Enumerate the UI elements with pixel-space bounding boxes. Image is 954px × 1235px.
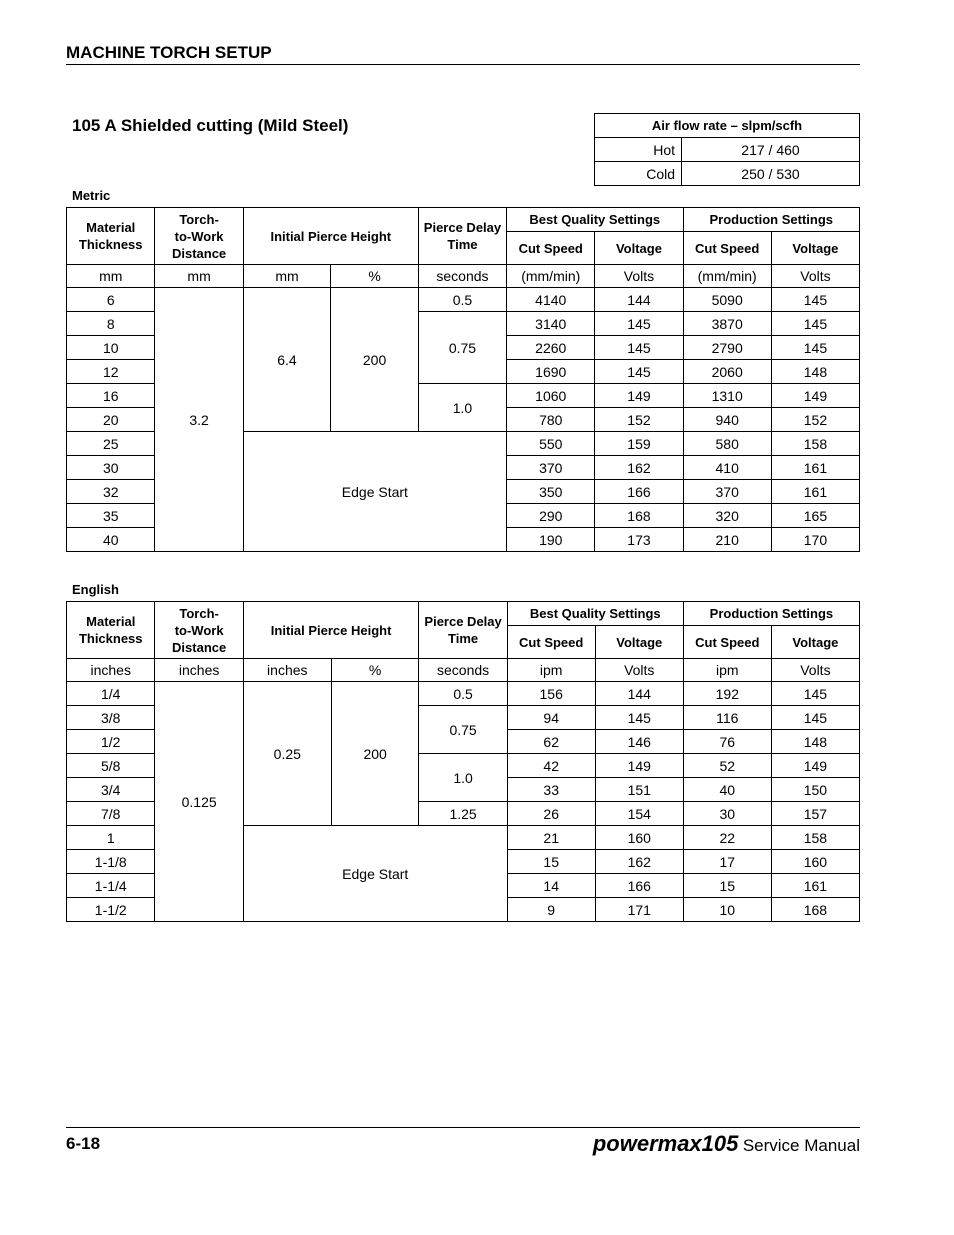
material-thickness-cell: 10 xyxy=(67,336,155,360)
best-quality-voltage-cell: 159 xyxy=(595,432,683,456)
table-row xyxy=(67,288,860,312)
production-voltage-cell: 161 xyxy=(771,874,859,898)
best-quality-header: Best Quality Settings xyxy=(507,208,683,232)
voltage-header: Voltage xyxy=(771,626,859,659)
best-quality-cut-speed-cell: 1690 xyxy=(507,360,595,384)
production-cut-speed-cell: 22 xyxy=(683,826,771,850)
production-cut-speed-cell: 40 xyxy=(683,778,771,802)
production-voltage-cell: 158 xyxy=(771,432,859,456)
cut-speed-header: Cut Speed xyxy=(507,626,595,659)
best-quality-voltage-cell: 162 xyxy=(595,456,683,480)
material-thickness-cell: 40 xyxy=(67,528,155,552)
best-quality-cut-speed-cell: 190 xyxy=(507,528,595,552)
best-quality-voltage-cell: 145 xyxy=(595,312,683,336)
unit-cell: mm xyxy=(67,265,155,288)
unit-cell: inches xyxy=(155,659,243,682)
unit-cell: (mm/min) xyxy=(507,265,595,288)
production-header: Production Settings xyxy=(683,208,860,232)
best-quality-voltage-cell: 171 xyxy=(595,898,683,922)
production-cut-speed-cell: 2790 xyxy=(683,336,771,360)
torch-distance-header-line: Distance xyxy=(171,245,227,261)
best-quality-cut-speed-cell: 33 xyxy=(507,778,595,802)
best-quality-cut-speed-cell: 3140 xyxy=(507,312,595,336)
voltage-header: Voltage xyxy=(595,232,683,265)
pierce-percent-cell: 200 xyxy=(331,682,419,826)
production-voltage-cell: 150 xyxy=(771,778,859,802)
pierce-delay-cell: 0.5 xyxy=(418,288,506,312)
production-cut-speed-cell: 2060 xyxy=(683,360,771,384)
unit-cell: inches xyxy=(243,659,331,682)
unit-cell: mm xyxy=(243,265,331,288)
material-thickness-cell: 8 xyxy=(67,312,155,336)
material-thickness-cell: 35 xyxy=(67,504,155,528)
best-quality-voltage-cell: 160 xyxy=(595,826,683,850)
unit-cell: seconds xyxy=(418,265,506,288)
production-voltage-cell: 149 xyxy=(771,384,859,408)
material-thickness-cell: 12 xyxy=(67,360,155,384)
best-quality-cut-speed-cell: 42 xyxy=(507,754,595,778)
brand-logo: powermax105 xyxy=(592,1131,739,1156)
unit-cell: mm xyxy=(155,265,243,288)
airflow-table xyxy=(594,113,860,186)
material-thickness-cell: 32 xyxy=(67,480,155,504)
production-voltage-cell: 145 xyxy=(771,312,859,336)
production-cut-speed-cell: 30 xyxy=(683,802,771,826)
production-voltage-cell: 149 xyxy=(771,754,859,778)
material-thickness-cell: 25 xyxy=(67,432,155,456)
best-quality-voltage-cell: 154 xyxy=(595,802,683,826)
page-number: 6-18 xyxy=(66,1134,101,1153)
torch-distance-cell: 0.125 xyxy=(155,682,243,922)
best-quality-cut-speed-cell: 26 xyxy=(507,802,595,826)
torch-distance-header-line: Distance xyxy=(172,639,227,655)
pierce-delay-cell: 1.0 xyxy=(419,754,507,802)
footer-brand xyxy=(593,1131,860,1157)
initial-pierce-height-header: Initial Pierce Height xyxy=(243,602,419,659)
pierce-delay-cell: 1.25 xyxy=(419,802,507,826)
production-cut-speed-cell: 320 xyxy=(683,504,771,528)
unit-cell: % xyxy=(331,659,419,682)
best-quality-voltage-cell: 162 xyxy=(595,850,683,874)
airflow-header: Air flow rate – slpm/scfh xyxy=(595,114,860,138)
table-row xyxy=(67,682,860,706)
production-voltage-cell: 160 xyxy=(771,850,859,874)
best-quality-cut-speed-cell: 290 xyxy=(507,504,595,528)
airflow-label: Hot xyxy=(595,138,682,162)
pierce-delay-cell: 0.75 xyxy=(418,312,506,384)
footer-rule xyxy=(66,1127,860,1128)
production-voltage-cell: 161 xyxy=(771,456,859,480)
production-voltage-cell: 170 xyxy=(771,528,859,552)
section-header: MACHINE TORCH SETUP xyxy=(66,43,272,62)
best-quality-voltage-cell: 149 xyxy=(595,384,683,408)
best-quality-voltage-cell: 166 xyxy=(595,480,683,504)
production-voltage-cell: 148 xyxy=(771,730,859,754)
material-thickness-header: Material Thickness xyxy=(67,602,155,659)
english-table xyxy=(66,601,860,922)
production-cut-speed-cell: 76 xyxy=(683,730,771,754)
production-cut-speed-cell: 1310 xyxy=(683,384,771,408)
airflow-value: 217 / 460 xyxy=(682,138,860,162)
best-quality-cut-speed-cell: 15 xyxy=(507,850,595,874)
material-thickness-cell: 3/4 xyxy=(67,778,155,802)
best-quality-cut-speed-cell: 62 xyxy=(507,730,595,754)
pierce-delay-cell: 0.5 xyxy=(419,682,507,706)
material-thickness-cell: 1/4 xyxy=(67,682,155,706)
torch-distance-header-line: Torch- xyxy=(179,211,219,227)
production-voltage-cell: 148 xyxy=(771,360,859,384)
pierce-delay-cell: 0.75 xyxy=(419,706,507,754)
voltage-header: Voltage xyxy=(595,626,683,659)
best-quality-voltage-cell: 149 xyxy=(595,754,683,778)
production-voltage-cell: 165 xyxy=(771,504,859,528)
best-quality-cut-speed-cell: 1060 xyxy=(507,384,595,408)
pierce-percent-cell: 200 xyxy=(331,288,419,432)
pierce-delay-cell: 1.0 xyxy=(418,384,506,432)
material-thickness-cell: 1-1/4 xyxy=(67,874,155,898)
material-thickness-cell: 6 xyxy=(67,288,155,312)
production-cut-speed-cell: 580 xyxy=(683,432,771,456)
english-label: English xyxy=(72,582,119,597)
production-cut-speed-cell: 192 xyxy=(683,682,771,706)
best-quality-cut-speed-cell: 550 xyxy=(507,432,595,456)
production-cut-speed-cell: 17 xyxy=(683,850,771,874)
torch-distance-cell: 3.2 xyxy=(155,288,243,552)
material-thickness-cell: 3/8 xyxy=(67,706,155,730)
production-voltage-cell: 145 xyxy=(771,288,859,312)
header-rule xyxy=(66,64,860,65)
best-quality-voltage-cell: 144 xyxy=(595,288,683,312)
production-voltage-cell: 161 xyxy=(771,480,859,504)
cut-speed-header: Cut Speed xyxy=(683,232,771,265)
unit-cell: ipm xyxy=(507,659,595,682)
unit-cell: Volts xyxy=(595,659,683,682)
best-quality-voltage-cell: 166 xyxy=(595,874,683,898)
best-quality-cut-speed-cell: 780 xyxy=(507,408,595,432)
airflow-label: Cold xyxy=(595,162,682,186)
best-quality-voltage-cell: 173 xyxy=(595,528,683,552)
best-quality-voltage-cell: 146 xyxy=(595,730,683,754)
production-voltage-cell: 158 xyxy=(771,826,859,850)
material-thickness-cell: 1-1/8 xyxy=(67,850,155,874)
unit-cell: (mm/min) xyxy=(683,265,771,288)
unit-cell: seconds xyxy=(419,659,507,682)
material-thickness-cell: 20 xyxy=(67,408,155,432)
production-cut-speed-cell: 52 xyxy=(683,754,771,778)
pierce-height-cell: 6.4 xyxy=(243,288,331,432)
best-quality-voltage-cell: 145 xyxy=(595,336,683,360)
unit-cell: ipm xyxy=(683,659,771,682)
material-thickness-cell: 1 xyxy=(67,826,155,850)
cut-speed-header: Cut Speed xyxy=(683,626,771,659)
production-cut-speed-cell: 370 xyxy=(683,480,771,504)
voltage-header: Voltage xyxy=(771,232,859,265)
material-thickness-cell: 5/8 xyxy=(67,754,155,778)
best-quality-voltage-cell: 168 xyxy=(595,504,683,528)
material-thickness-cell: 1/2 xyxy=(67,730,155,754)
torch-distance-header-line: Torch- xyxy=(179,605,219,621)
best-quality-cut-speed-cell: 21 xyxy=(507,826,595,850)
production-voltage-cell: 168 xyxy=(771,898,859,922)
production-cut-speed-cell: 3870 xyxy=(683,312,771,336)
unit-cell: % xyxy=(331,265,419,288)
unit-cell: Volts xyxy=(595,265,683,288)
best-quality-voltage-cell: 152 xyxy=(595,408,683,432)
production-header: Production Settings xyxy=(683,602,859,626)
material-thickness-cell: 16 xyxy=(67,384,155,408)
best-quality-voltage-cell: 145 xyxy=(595,360,683,384)
production-cut-speed-cell: 210 xyxy=(683,528,771,552)
best-quality-voltage-cell: 151 xyxy=(595,778,683,802)
best-quality-cut-speed-cell: 370 xyxy=(507,456,595,480)
best-quality-cut-speed-cell: 4140 xyxy=(507,288,595,312)
metric-label: Metric xyxy=(72,188,111,203)
unit-cell: Volts xyxy=(771,265,859,288)
production-voltage-cell: 145 xyxy=(771,706,859,730)
best-quality-voltage-cell: 144 xyxy=(595,682,683,706)
production-voltage-cell: 157 xyxy=(771,802,859,826)
production-cut-speed-cell: 5090 xyxy=(683,288,771,312)
production-cut-speed-cell: 116 xyxy=(683,706,771,730)
torch-distance-header xyxy=(155,602,243,659)
production-voltage-cell: 152 xyxy=(771,408,859,432)
edge-start-cell: Edge Start xyxy=(243,826,507,922)
production-voltage-cell: 145 xyxy=(771,682,859,706)
best-quality-cut-speed-cell: 2260 xyxy=(507,336,595,360)
material-thickness-header: Material Thickness xyxy=(67,208,155,265)
best-quality-cut-speed-cell: 94 xyxy=(507,706,595,730)
pierce-delay-header: Pierce Delay Time xyxy=(419,602,507,659)
initial-pierce-height-header: Initial Pierce Height xyxy=(243,208,418,265)
page-title: 105 A Shielded cutting (Mild Steel) xyxy=(72,116,349,135)
production-cut-speed-cell: 10 xyxy=(683,898,771,922)
pierce-delay-header: Pierce Delay Time xyxy=(418,208,506,265)
production-cut-speed-cell: 410 xyxy=(683,456,771,480)
production-cut-speed-cell: 15 xyxy=(683,874,771,898)
material-thickness-cell: 30 xyxy=(67,456,155,480)
material-thickness-cell: 7/8 xyxy=(67,802,155,826)
best-quality-cut-speed-cell: 14 xyxy=(507,874,595,898)
torch-distance-header xyxy=(155,208,243,265)
metric-table xyxy=(66,207,860,552)
best-quality-cut-speed-cell: 350 xyxy=(507,480,595,504)
airflow-value: 250 / 530 xyxy=(682,162,860,186)
torch-distance-header-line: to-Work xyxy=(174,228,224,244)
material-thickness-cell: 1-1/2 xyxy=(67,898,155,922)
unit-cell: inches xyxy=(67,659,155,682)
best-quality-cut-speed-cell: 156 xyxy=(507,682,595,706)
production-cut-speed-cell: 940 xyxy=(683,408,771,432)
unit-cell: Volts xyxy=(771,659,859,682)
best-quality-cut-speed-cell: 9 xyxy=(507,898,595,922)
cut-speed-header: Cut Speed xyxy=(507,232,595,265)
production-voltage-cell: 145 xyxy=(771,336,859,360)
best-quality-voltage-cell: 145 xyxy=(595,706,683,730)
best-quality-header: Best Quality Settings xyxy=(507,602,683,626)
manual-title: Service Manual xyxy=(742,1136,860,1155)
torch-distance-header-line: to-Work xyxy=(174,622,224,638)
edge-start-cell: Edge Start xyxy=(243,432,506,552)
pierce-height-cell: 0.25 xyxy=(243,682,331,826)
